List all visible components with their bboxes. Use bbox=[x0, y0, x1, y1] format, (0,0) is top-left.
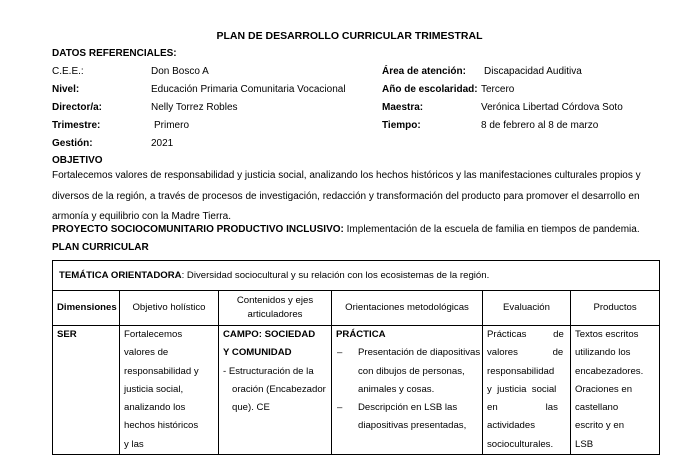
objetivo-cell-line: responsabilidad y bbox=[124, 365, 199, 377]
productos-line: Textos escritos bbox=[575, 329, 639, 340]
nivel-label: Nivel: bbox=[52, 84, 80, 95]
productos-line: utilizando los bbox=[575, 347, 631, 359]
orientacion-bullet bbox=[336, 399, 478, 436]
header-contenidos bbox=[219, 291, 332, 326]
plan-table bbox=[52, 260, 660, 455]
productos-line: Oraciones en bbox=[575, 383, 633, 395]
evaluacion-line: Prácticas de bbox=[487, 329, 564, 340]
header-orientaciones: Orientaciones metodológicas bbox=[332, 291, 483, 326]
objetivo-cell-line: hechos históricos bbox=[124, 420, 199, 432]
evaluacion-cell bbox=[483, 326, 571, 455]
anio-value: Tercero bbox=[481, 84, 515, 95]
tiempo-label: Tiempo: bbox=[382, 120, 421, 131]
header-dimensiones: Dimensiones bbox=[53, 291, 120, 326]
practica-heading: PRÁCTICA bbox=[336, 329, 386, 340]
director-label: Director/a: bbox=[52, 102, 103, 113]
objetivo-line: Fortalecemos valores de responsabilidad y justicia social, analizando los hechos históricos y las manifestaciones culturales propios y bbox=[52, 170, 641, 181]
objetivo-paragraph bbox=[52, 166, 672, 228]
objetivo-cell-line: analizando los bbox=[124, 402, 186, 414]
evaluacion-line: socioculturales. bbox=[487, 438, 554, 450]
tiempo-value: 8 de febrero al 8 de marzo bbox=[481, 120, 599, 131]
director-value: Nelly Torrez Robles bbox=[151, 102, 238, 113]
contenido-line: oración (Encabezador bbox=[232, 383, 326, 395]
document-title: PLAN DE DESARROLLO CURRICULAR TRIMESTRAL bbox=[216, 30, 483, 42]
evaluacion-line: responsabilidad bbox=[487, 365, 555, 377]
contenido-line: que). CE bbox=[232, 402, 270, 414]
anio-label: Año de escolaridad: bbox=[382, 84, 478, 95]
evaluacion-line: y justicia social bbox=[487, 383, 557, 395]
dimension-cell: SER bbox=[53, 326, 120, 455]
tematica-cell bbox=[53, 261, 660, 291]
header-objetivo: Objetivo holístico bbox=[120, 291, 219, 326]
objetivo-line: diversos de la región, a través de procesos de investigación, redacción y transformación del producto para promover el desarrollo en bbox=[52, 190, 640, 202]
objetivo-line: armonía y equilibrio con la Madre Tierra. bbox=[52, 211, 231, 222]
objetivo-cell-line: y las bbox=[124, 438, 144, 450]
productos-line: castellano bbox=[575, 402, 619, 414]
nivel-value: Educación Primaria Comunitaria Vocacional bbox=[151, 84, 346, 95]
gestion-value: 2021 bbox=[151, 138, 174, 149]
proyecto-label: PROYECTO SOCIOCOMUNITARIO PRODUCTIVO INCLUSIVO: bbox=[52, 224, 344, 235]
orientacion-line: con dibujos de personas, bbox=[358, 365, 465, 377]
campo-line: Y COMUNIDAD bbox=[223, 347, 292, 359]
area-label: Área de atención: bbox=[382, 66, 466, 77]
trimestre-label: Trimestre: bbox=[52, 120, 101, 131]
evaluacion-line: en las bbox=[487, 402, 558, 414]
productos-cell bbox=[571, 326, 660, 455]
tematica-value: : Diversidad sociocultural y su relación con los ecosistemas de la región. bbox=[181, 270, 490, 281]
tematica-label: TEMÁTICA ORIENTADORA bbox=[59, 270, 182, 281]
objetivo-cell bbox=[120, 326, 219, 455]
header-contenidos-line: Contenidos y ejes bbox=[236, 295, 314, 306]
proyecto-value: Implementación de la escuela de familia en tiempos de pandemia. bbox=[343, 224, 640, 235]
productos-line: escrito y en bbox=[575, 420, 625, 432]
orientacion-line: animales y cosas. bbox=[358, 383, 435, 395]
cee-label: C.E.E.: bbox=[52, 66, 84, 77]
objetivo-cell-line: valores de bbox=[124, 347, 169, 359]
productos-line: encabezadores. bbox=[575, 365, 644, 377]
header-contenidos-line: articuladores bbox=[247, 309, 303, 320]
contenidos-cell bbox=[219, 326, 332, 455]
datos-heading: DATOS REFERENCIALES: bbox=[52, 48, 177, 59]
area-value: Discapacidad Auditiva bbox=[484, 66, 582, 77]
orientacion-bullet bbox=[336, 344, 481, 399]
productos-line: LSB bbox=[575, 438, 594, 450]
dash-bullet-icon: – bbox=[337, 347, 343, 359]
objetivo-cell-line: Fortalecemos bbox=[124, 329, 183, 340]
dash-bullet-icon: – bbox=[337, 402, 343, 414]
orientacion-line: Descripción en LSB las bbox=[358, 402, 458, 414]
header-evaluacion: Evaluación bbox=[483, 291, 571, 326]
maestra-label: Maestra: bbox=[382, 102, 424, 113]
proyecto-line bbox=[52, 224, 640, 235]
evaluacion-line: actividades bbox=[487, 420, 535, 432]
gestion-label: Gestión: bbox=[52, 138, 93, 149]
orientacion-line: Presentación de diapositivas bbox=[358, 347, 481, 359]
orientacion-line: diapositivas presentadas, bbox=[358, 420, 467, 432]
orientaciones-cell bbox=[332, 326, 483, 455]
header-productos: Productos bbox=[571, 291, 660, 326]
contenido-line: - Estructuración de la bbox=[223, 365, 314, 377]
objetivo-heading: OBJETIVO bbox=[52, 155, 103, 166]
campo-line: CAMPO: SOCIEDAD bbox=[223, 329, 316, 340]
maestra-value: Verónica Libertad Córdova Soto bbox=[481, 102, 623, 113]
objetivo-cell-line: justicia social, bbox=[124, 383, 184, 395]
evaluacion-line: valores de bbox=[487, 347, 564, 359]
cee-value: Don Bosco A bbox=[151, 66, 209, 77]
plan-heading: PLAN CURRICULAR bbox=[52, 242, 149, 253]
trimestre-value: Primero bbox=[154, 120, 190, 131]
